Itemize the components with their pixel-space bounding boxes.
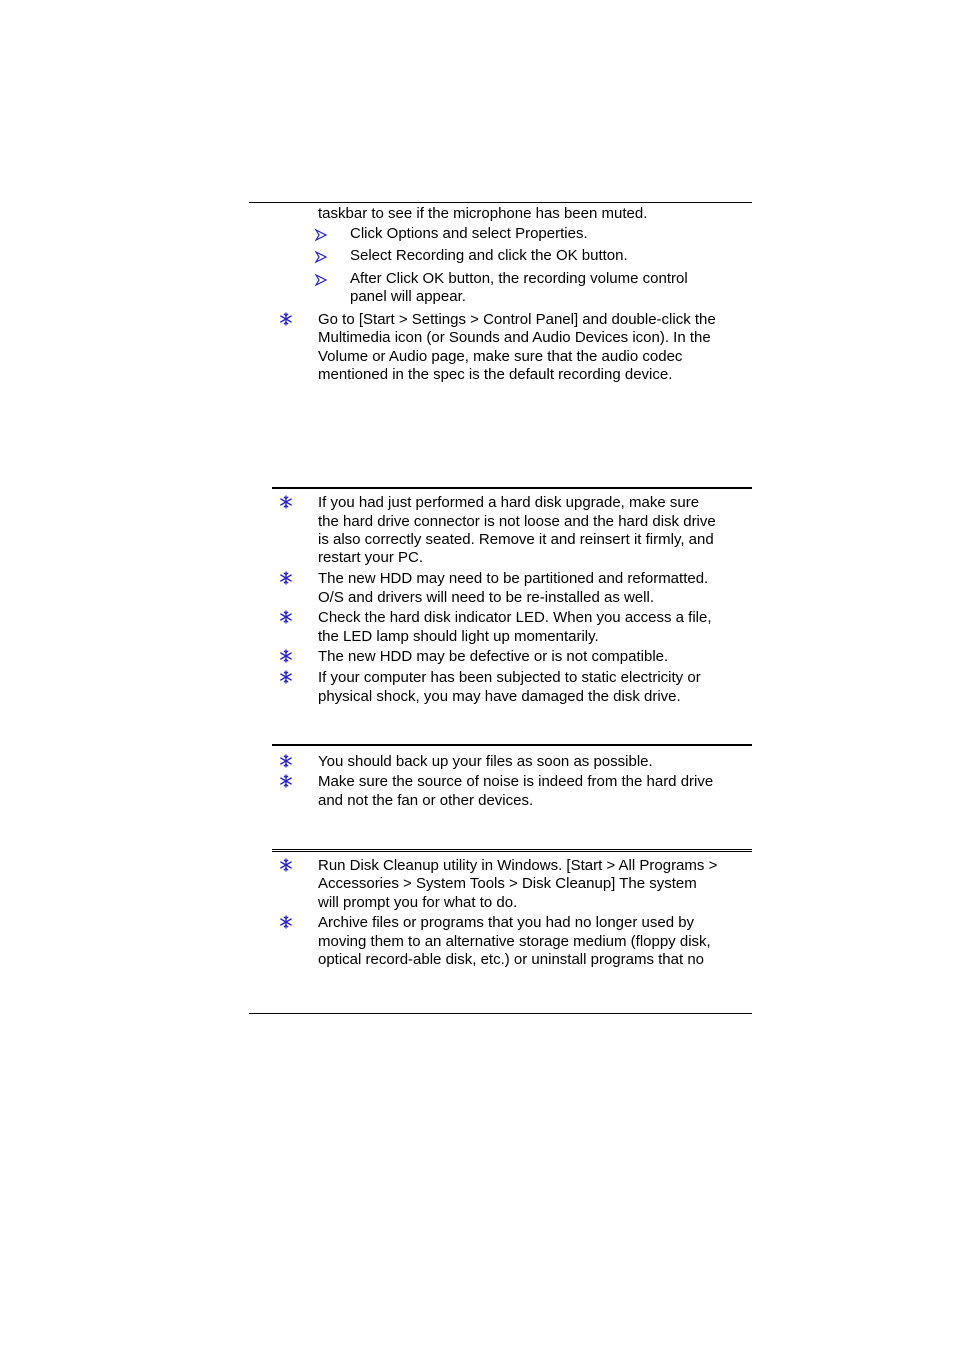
bullet-text: The new HDD may be defective or is not compatible. [318, 648, 669, 665]
arrow-bullet-icon [314, 250, 328, 264]
sub-step-text: After Click OK button, the recording volume control [350, 270, 688, 287]
sub-step-text: Click Options and select Properties. [350, 225, 588, 242]
sub-step-text: panel will appear. [350, 288, 466, 305]
bullet-text: the LED lamp should light up momentarily. [318, 628, 599, 645]
bullet-text: and not the fan or other devices. [318, 792, 534, 809]
snowflake-bullet-icon [279, 915, 293, 929]
bullet-text: Go to [Start > Settings > Control Panel] and double-click the [318, 311, 716, 328]
bullet-text: O/S and drivers will need to be re-installed as well. [318, 589, 654, 606]
bullet-text: moving them to an alternative storage medium (floppy disk, [318, 933, 711, 950]
snowflake-bullet-icon [279, 495, 293, 509]
bullet-text: will prompt you for what to do. [318, 894, 518, 911]
continued-text: taskbar to see if the microphone has been muted. [318, 205, 648, 222]
bullet-text: The new HDD may need to be partitioned and reformatted. [318, 570, 709, 587]
sub-step-text: Select Recording and click the OK button. [350, 247, 628, 264]
bullet-text: restart your PC. [318, 549, 424, 566]
snowflake-bullet-icon [279, 774, 293, 788]
bullet-text: Multimedia icon (or Sounds and Audio Devices icon). In the [318, 329, 711, 346]
page-bottom-rule [249, 1013, 752, 1014]
bullet-text: If you had just performed a hard disk upgrade, make sure [318, 494, 700, 511]
bullet-text: mentioned in the spec is the default recording device. [318, 366, 673, 383]
bullet-text: You should back up your files as soon as possible. [318, 753, 653, 770]
snowflake-bullet-icon [279, 312, 293, 326]
arrow-bullet-icon [314, 228, 328, 242]
section-rule-hdd-space [272, 849, 752, 852]
bullet-text: Volume or Audio page, make sure that the audio codec [318, 348, 683, 365]
snowflake-bullet-icon [279, 649, 293, 663]
snowflake-bullet-icon [279, 754, 293, 768]
bullet-text: the hard drive connector is not loose and the hard disk drive [318, 513, 716, 530]
bullet-text: Accessories > System Tools > Disk Cleanup] The system [318, 875, 697, 892]
arrow-bullet-icon [314, 273, 328, 287]
bullet-text: optical record-able disk, etc.) or uninstall programs that no [318, 951, 705, 968]
bullet-text: Make sure the source of noise is indeed from the hard drive [318, 773, 714, 790]
bullet-text: Check the hard disk indicator LED. When you access a file, [318, 609, 712, 626]
snowflake-bullet-icon [279, 858, 293, 872]
bullet-text: Run Disk Cleanup utility in Windows. [Start > All Programs > [318, 857, 718, 874]
bullet-text: is also correctly seated. Remove it and reinsert it firmly, and [318, 531, 714, 548]
page-top-rule [249, 202, 752, 203]
bullet-text: Archive files or programs that you had no longer used by [318, 914, 695, 931]
bullet-text: physical shock, you may have damaged the disk drive. [318, 688, 681, 705]
snowflake-bullet-icon [279, 670, 293, 684]
section-rule-hdd-not-detected [272, 487, 752, 489]
bullet-text: If your computer has been subjected to static electricity or [318, 669, 701, 686]
section-rule-hdd-noise [272, 744, 752, 746]
snowflake-bullet-icon [279, 610, 293, 624]
snowflake-bullet-icon [279, 571, 293, 585]
